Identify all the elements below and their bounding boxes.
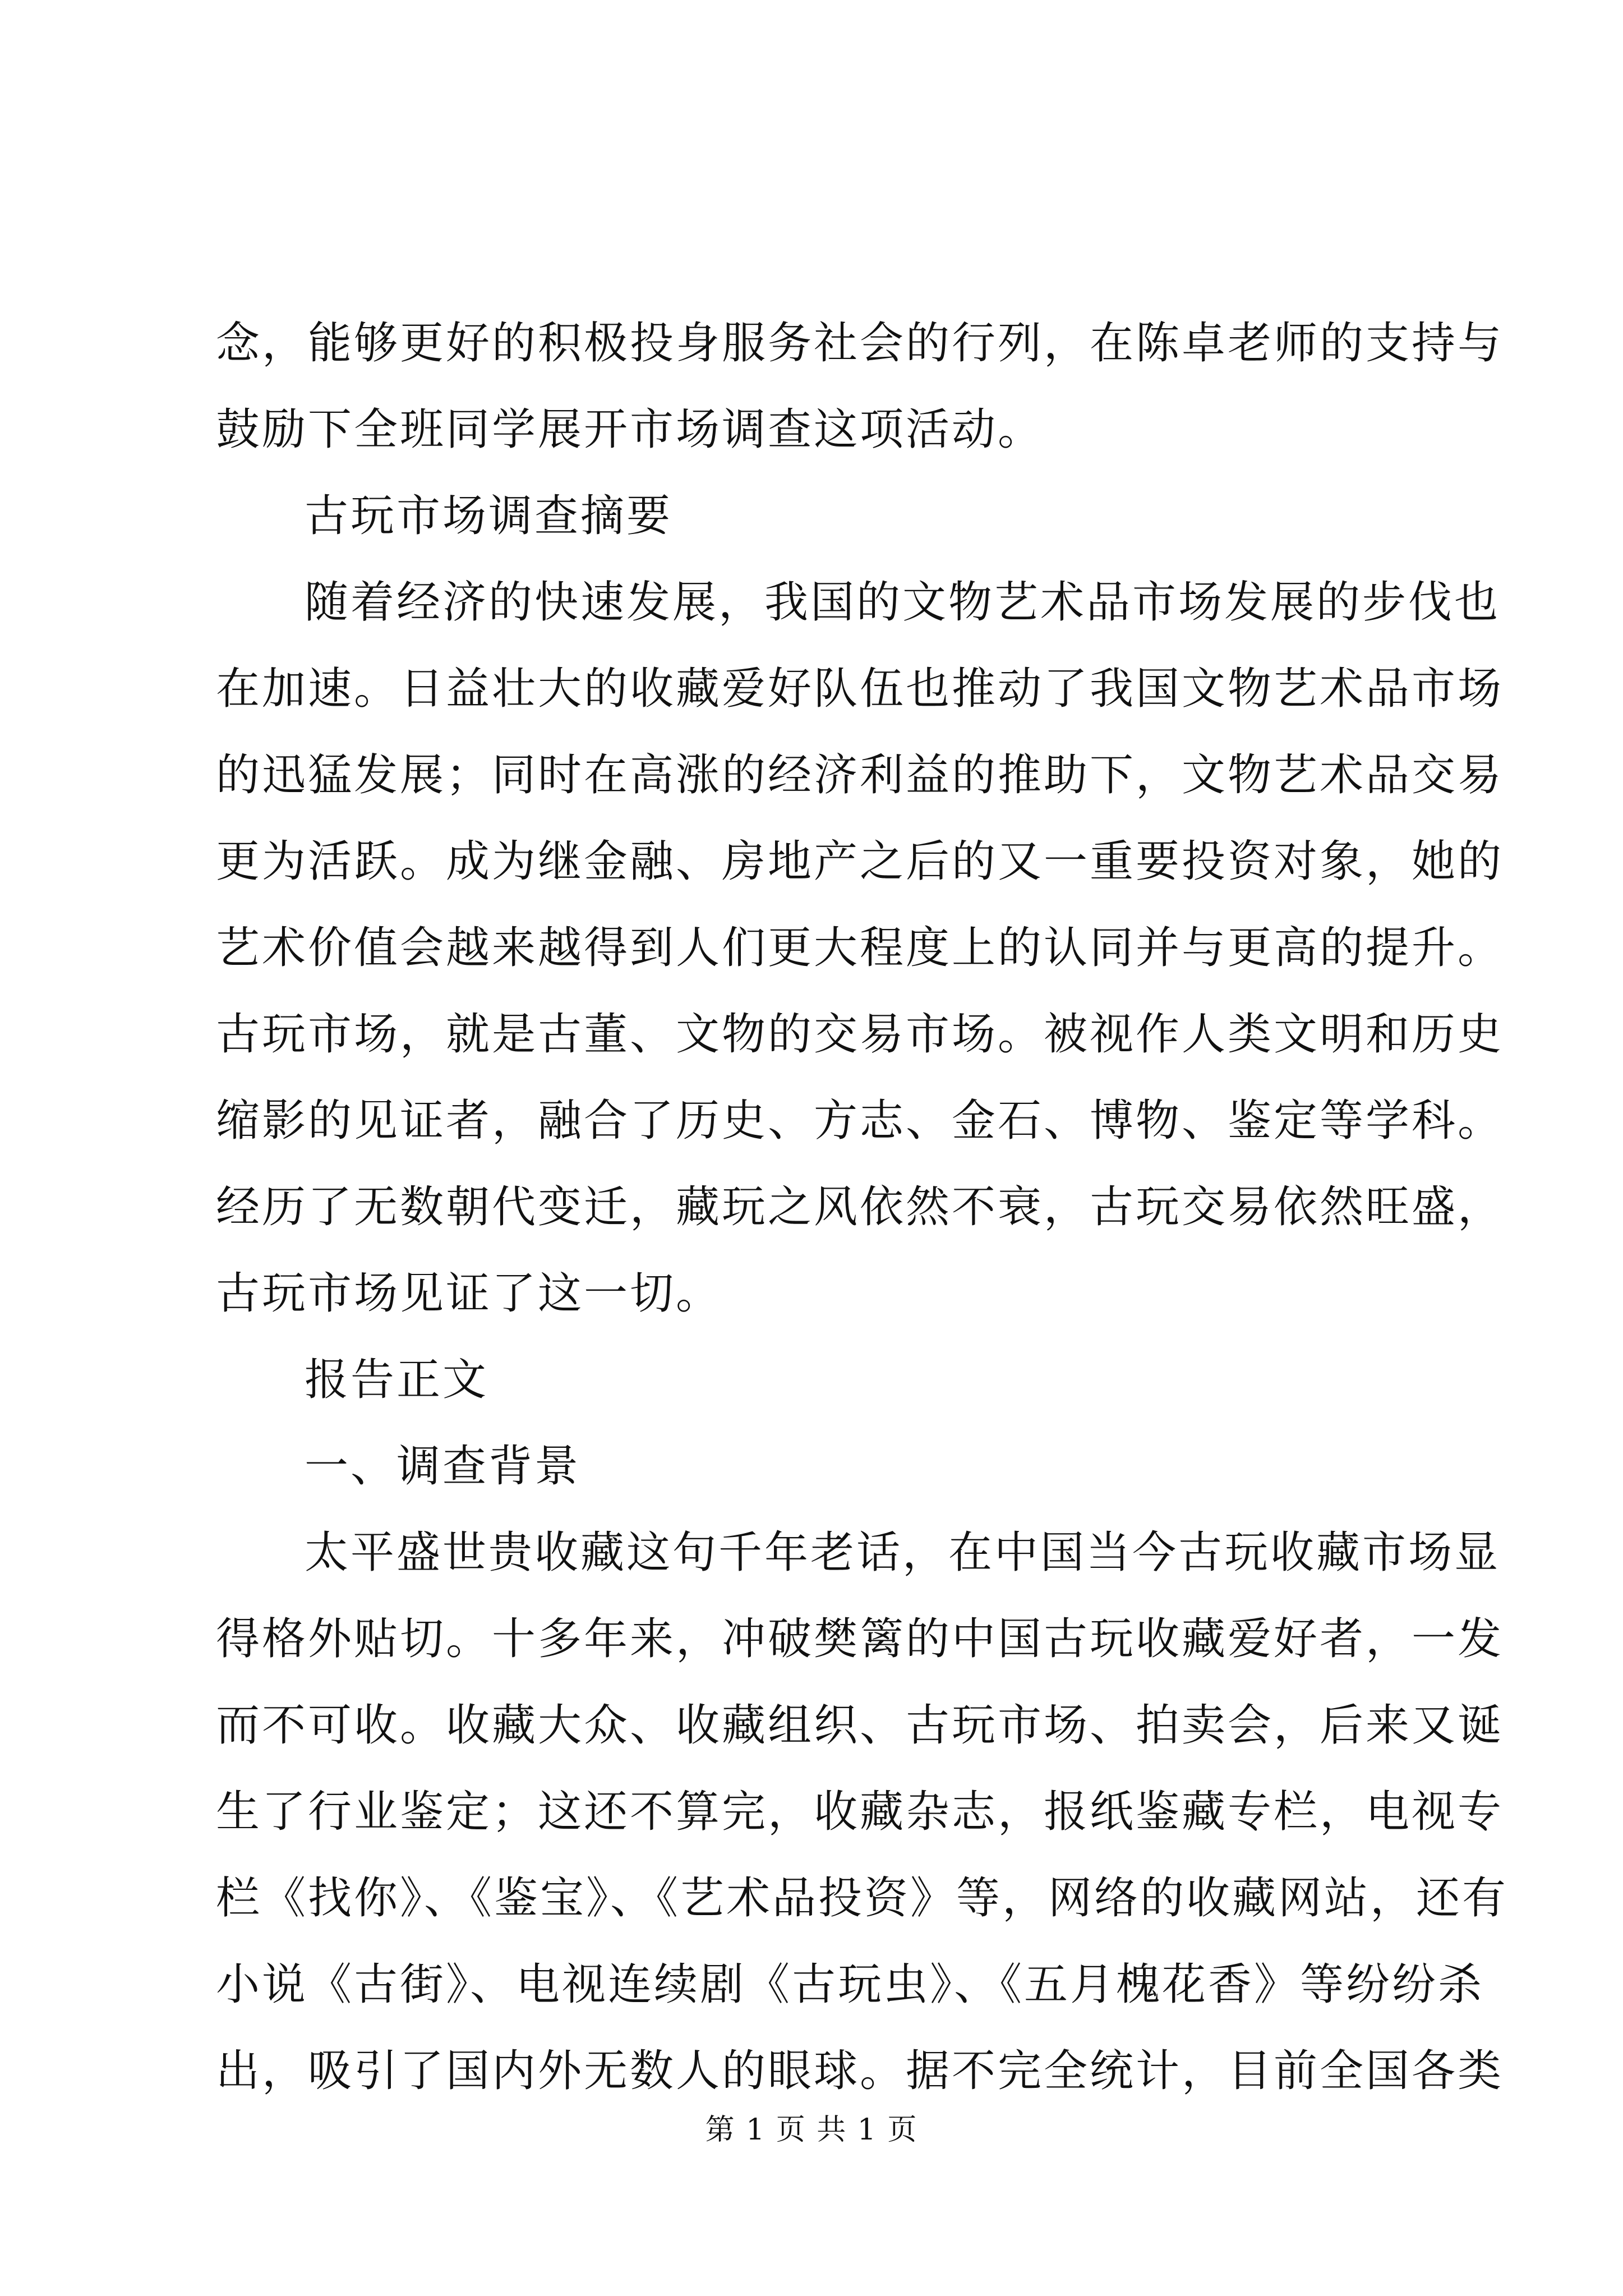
paragraph-line: 艺术价值会越来越得到人们更大程度上的认同并与更高的提升。	[216, 923, 1504, 973]
section-heading: 报告正文	[305, 1355, 489, 1405]
paragraph-line: 而不可收。收藏大众、收藏组织、古玩市场、拍卖会，后来又诞	[216, 1700, 1504, 1751]
paragraph-line: 古玩市场见证了这一切。	[216, 1268, 722, 1319]
paragraph-line: 出，吸引了国内外无数人的眼球。据不完全统计，目前全国各类	[216, 2046, 1504, 2096]
paragraph-line: 鼓励下全班同学展开市场调查这项活动。	[216, 404, 1044, 455]
paragraph-line: 小说《古街》、电视连续剧《古玩虫》、《五月槐花香》等纷纷杀	[216, 1959, 1484, 2010]
section-heading: 古玩市场调查摘要	[305, 491, 673, 541]
paragraph-line: 念，能够更好的积极投身服务社会的行列，在陈卓老师的支持与	[216, 318, 1504, 369]
paragraph-line: 栏《找你》、《鉴宝》、《艺术品投资》等，网络的收藏网站，还有	[216, 1873, 1509, 1924]
paragraph-line: 的迅猛发展；同时在高涨的经济利益的推助下，文物艺术品交易	[216, 750, 1504, 800]
paragraph-line: 古玩市场，就是古董、文物的交易市场。被视作人类文明和历史	[216, 1009, 1504, 1060]
page-footer: 第 1 页 共 1 页	[705, 2113, 918, 2147]
section-heading: 一、调查背景	[305, 1441, 581, 1492]
paragraph-line: 得格外贴切。十多年来，冲破樊篱的中国古玩收藏爱好者，一发	[216, 1614, 1504, 1664]
paragraph-line: 在加速。日益壮大的收藏爱好队伍也推动了我国文物艺术品市场	[216, 664, 1504, 714]
paragraph-line: 太平盛世贵收藏这句千年老话，在中国当今古玩收藏市场显	[305, 1527, 1501, 1578]
paragraph-line: 生了行业鉴定；这还不算完，收藏杂志，报纸鉴藏专栏，电视专	[216, 1787, 1504, 1837]
paragraph-line: 缩影的见证者，融合了历史、方志、金石、博物、鉴定等学科。	[216, 1096, 1504, 1146]
paragraph-line: 经历了无数朝代变迁，藏玩之风依然不衰，古玩交易依然旺盛，	[216, 1182, 1504, 1232]
paragraph-line: 随着经济的快速发展，我国的文物艺术品市场发展的步伐也	[305, 577, 1501, 628]
document-body	[216, 300, 1509, 2114]
paragraph-line: 更为活跃。成为继金融、房地产之后的又一重要投资对象，她的	[216, 836, 1504, 887]
